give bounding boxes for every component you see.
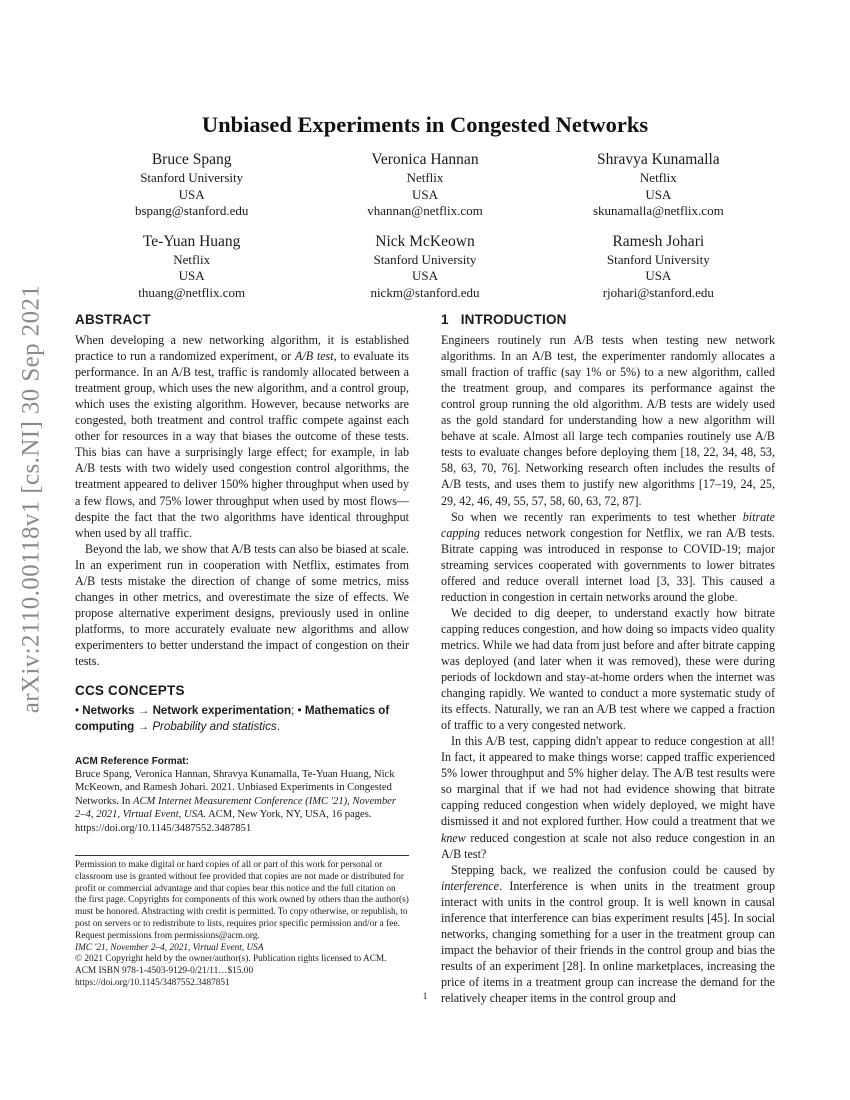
author-affiliation: Stanford University [606, 251, 710, 267]
author-entry [75, 150, 308, 220]
author-name: Shravya Kunamalla [596, 151, 720, 168]
author-name: Nick McKeown [375, 232, 475, 250]
introduction-heading: 1 INTRODUCTION [441, 312, 567, 327]
copyright-line: © 2021 Copyright held by the owner/author(s). Publication rights licensed to ACM. [75, 954, 387, 965]
conference-line: IMC '21, November 2–4, 2021, Virtual Event, USA [75, 942, 264, 953]
abstract-paragraph: When developing a new networking algorithm, it is established practice to run a randomized experiment, or A/B test, to evaluate its performance. In an A/B test, traffic is randomly allocated between a treatment group, which uses the new algorithm, and a control group, which uses the existing algorithm. However, because networks are congested, both treatment and control traffic compete against each other for resources in a way that biases the outcome of these tests. This bias can have a surprisingly large effect; for example, in lab A/B tests with two widely used congestion control algorithms, the treatment appeared to deliver 150% higher throughput when used by a few flows, and 75% lower throughput when used by most flows—despite the fact that the two algorithms have identical throughput when used by all traffic. [75, 333, 410, 540]
author-email: thuang@netflix.com [138, 284, 246, 300]
footnote-divider [75, 855, 409, 856]
acm-reference-text: Bruce Spang, Veronica Hannan, Shravya Kunamalla, Te-Yuan Huang, Nick McKeown, and Ramesh Johari. 2021. Unbiased Experiments in Congested Networks. In ACM Internet Measurement Conference (IMC '21), November 2–4, 2021, Virtual Event, USA. ACM, New York, NY, USA, 16 pages. https://doi.org/10.1145/3487552.3487851 [75, 769, 396, 834]
author-affiliation: Netflix [406, 170, 444, 185]
author-email: rjohari@stanford.edu [602, 284, 714, 300]
arxiv-identifier: arXiv:2110.00118v1 [cs.NI] 30 Sep 2021 [17, 284, 45, 714]
paper-title: Unbiased Experiments in Congested Networks [201, 112, 649, 137]
author-affiliation: Stanford University [373, 251, 477, 267]
isbn-line: ACM ISBN 978-1-4503-9129-0/21/11…$15.00 [75, 966, 254, 977]
left-column [75, 312, 409, 835]
author-entry [542, 150, 775, 220]
page-number: 1 [422, 992, 428, 1002]
intro-paragraph: Engineers routinely run A/B tests when testing new network algorithms. In an A/B test, the experimenter randomly allocates a small fraction of traffic (say 1% or 5%) to a new algorithm, called the treatment group, and compares its performance against the control group running the old algorithm. A/B tests are widely used as the gold standard for understanding how a new algorithm will behave at scale. Almost all large tech companies routinely use A/B tests to evaluate changes before deploying them [18, 22, 34, 48, 53, 58, 63, 70, 76]. Networking research often includes the results of A/B tests, and uses them to justify new algorithms [17–19, 24, 25, 29, 42, 46, 49, 55, 57, 58, 60, 63, 72, 87]. [441, 333, 775, 508]
author-country: USA [178, 268, 205, 283]
author-country: USA [645, 268, 672, 283]
arxiv-side-stamp [12, 268, 50, 730]
acm-reference-heading: ACM Reference Format: [75, 756, 189, 768]
author-email: skunamalla@netflix.com [592, 203, 724, 218]
intro-paragraph: So when we recently ran experiments to test whether bitrate capping reduces network congestion for Netflix, we ran A/B tests. Bitrate capping was introduced in response to COVID-19; major streaming services cooperated with governments to lower bitrates offered and reduce overall internet load [3, 33]. This caused a reduction in congestion in certain networks around the globe. [441, 509, 775, 604]
abstract-paragraph: Beyond the lab, we show that A/B tests can also be biased at scale. In an experiment run in cooperation with Netflix, estimates from A/B tests mistake the direction of change of some metrics, miss changes in other metrics, and overestimate the size of effects. We propose alternative experiment designs, previously used in online platforms, to more accurately evaluate new algorithms and allow experimenters to better understand the impact of congestion on their tests. [75, 541, 409, 668]
intro-paragraph: We decided to dig deeper, to understand exactly how bitrate capping reduces congestion, and how doing so impacts video quality metrics. While we had data from just before and after bitrate capping was deployed (and later when it was removed), these were during periods of lockdown and stay-at-home orders when the internet was changing rapidly. We wanted to conduct a more systematic study of its effects. Naturally, we ran an A/B test where we capped a fraction of traffic to a very congested network. [441, 605, 775, 733]
doi-line: https://doi.org/10.1145/3487552.3487851 [75, 977, 230, 988]
permission-text: Permission to make digital or hard copies of all or part of this work for personal or classroom use is granted without fee provided that copies are not made or distributed for profit or commercial advantage and that copies bear this notice and the full citation on the first page. Copyrights for components of this work owned by others than the author(s) must be honored. Abstracting with credit is permitted. To copy otherwise, or republish, to post on servers or to redistribute to lists, requires prior specific permission and/or a fee. Request permissions from permissions@acm.org. [75, 860, 409, 941]
author-country: USA [178, 186, 205, 202]
author-country: USA [411, 268, 438, 283]
author-name: Bruce Spang [151, 151, 232, 168]
author-name: Veronica Hannan [371, 151, 479, 168]
intro-paragraph: Stepping back, we realized the confusion could be caused by interference. Interference is when units in the treatment group interact with units in the control group. It is well known in causal inference that interference can bias experiment results [45]. In social networks, changing something for a user in the treatment group can impact the behavior of their friends in the control group and bias the results of an experiment [28]. In online marketplaces, increasing the price of items in a treatment group can increase the demand for the relatively cheaper items in the control group and [441, 862, 775, 1005]
author-affiliation: Netflix [173, 251, 211, 267]
author-entry [542, 232, 775, 302]
author-entry [308, 150, 541, 220]
author-email: nickm@stanford.edu [370, 284, 480, 300]
ccs-concepts: • Networks → Network experimentation; • Mathematics of computing → Probability and statistics. [75, 704, 390, 734]
author-entry [308, 232, 541, 302]
author-affiliation: Stanford University [140, 170, 244, 185]
author-country: USA [411, 186, 438, 202]
author-country: USA [645, 186, 672, 202]
author-email: bspang@stanford.edu [134, 203, 249, 218]
permission-footnote [75, 860, 409, 990]
intro-paragraph: In this A/B test, capping didn't appear to reduce congestion at all! In fact, it appeared to make things worse: capped traffic experienced 5% lower throughput and 5% higher delay. The A/B test results were so marginal that if we had not had evidence showing that bitrate capping reduced congestion when widely deployed, we might have dismissed it and not explored further. How could a treatment that we knew reduced congestion at scale not also reduce congestion in an A/B test? [441, 734, 775, 861]
ccs-heading: CCS CONCEPTS [75, 683, 185, 699]
author-affiliation: Netflix [639, 170, 677, 185]
abstract-heading: ABSTRACT [75, 312, 151, 327]
author-entry [75, 232, 308, 302]
author-name: Te-Yuan Huang [142, 232, 241, 250]
author-block [75, 150, 775, 301]
author-name: Ramesh Johari [612, 232, 705, 250]
right-column [441, 312, 775, 1006]
author-email: vhannan@netflix.com [367, 203, 483, 218]
